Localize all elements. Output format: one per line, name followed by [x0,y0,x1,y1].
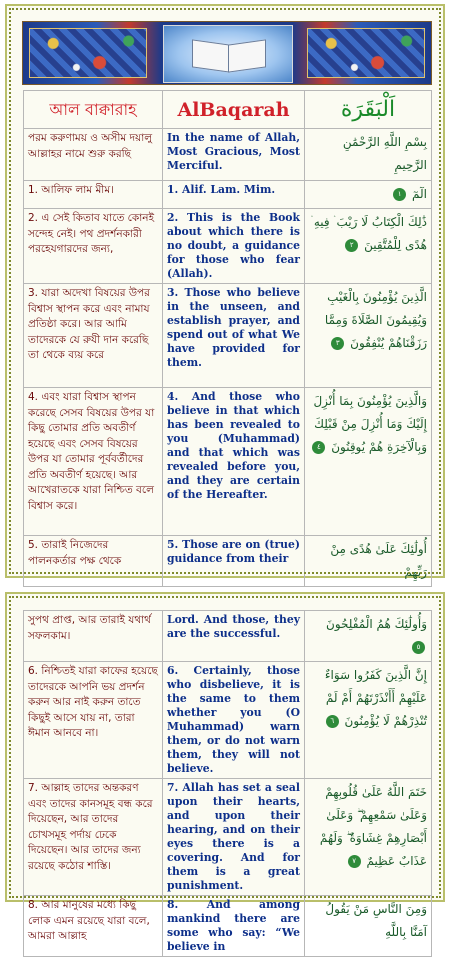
ayah-number-icon: ٥ [412,641,425,654]
arabic-text: إِنَّ الَّذِينَ كَفَرُوا سَوَاءٌ عَلَيْهِمْ أَأَنْذَرْتَهُمْ أَمْ لَمْ تُنْذِرْهُمْ لَا يُؤْمِنُونَ [324,668,427,728]
verse-row [24,896,432,957]
verse-bengali: 7. আল্লাহ তাদের অন্তকরণ এবং তাদের কানসমূহ বন্ধ করে দিয়েছেন, আর তাদের চোখসমূহ পর্দায় ঢেকে দিয়েছেন। আর তাদের জন্য রয়েছে কঠোর শাস্তি। [24,779,163,896]
arabic-text: ذَٰلِكَ الْكِتَابُ لَا رَيْبَ ۛ فِيهِ ۛ هُدًى لِلْمُتَّقِينَ [310,215,427,252]
arabic-text: الَّذِينَ يُؤْمِنُونَ بِالْغَيْبِ وَيُقِيمُونَ الصَّلَاةَ وَمِمَّا رَزَقْنَاهُمْ يُنْفِقُونَ [324,290,427,350]
verse-english: 3. Those who believe in the unseen, and establish prayer, and spend out of what We have provided for them. [163,284,305,388]
ayah-number-icon: ٤ [312,441,325,454]
verse-arabic [305,779,432,896]
verse-row [24,611,432,662]
translation-table [23,90,432,587]
verse-english: 4. And those who believe in that which has been revealed to you (Muhammad) and that which was revealed before you, and they are certain of the Hereafter. [163,388,305,536]
title-arabic: اَلْبَقَرَة [305,91,432,129]
verse-english: 1. Alif. Lam. Mim. [163,181,305,209]
ayah-number-icon: ١ [393,188,406,201]
verse-bengali: 5. তারাই নিজেদের পালনকর্তার পক্ষ থেকে [24,536,163,587]
ayah-number-icon: ٦ [326,715,339,728]
verse-row [24,536,432,587]
verse-english: 5. Those are on (true) guidance from their [163,536,305,587]
arabic-text: وَمِنَ النَّاسِ مَنْ يَقُولُ آمَنَّا بِاللَّهِ [325,902,427,939]
verse-english: 7. Allah has set a seal upon their hearts, and upon their hearing, and on their eyes there is a covering. And for them is a great punishment. [163,779,305,896]
page-1 [5,4,445,578]
open-book-icon [192,42,266,72]
verse-arabic [305,662,432,779]
verse-arabic [305,209,432,284]
verse-row [24,129,432,181]
verse-bengali: 6. নিশ্চিতই যারা কাফের হয়েছে তাদেরকে আপনি ভয় প্রদর্শন করুন আর নাই করুন তাতে কিছুই আসে যায় না, তারা ঈমান আনবে না। [24,662,163,779]
verse-bengali: পরম করুণাময় ও অসীম দয়ালু আল্লাহর নামে শুরু করছি [24,129,163,181]
verse-arabic [305,181,432,209]
verse-arabic [305,388,432,536]
verse-english: 6. Certainly, those who disbelieve, it is the same to them whether you (O Muhammad) warn them, or do not warn them, they will not believe. [163,662,305,779]
ayah-number-icon: ٣ [331,337,344,350]
verse-bengali: 8. আর মানুষের মধ্যে কিছু লোক এমন রয়েছে যারা বলে, আমরা আল্লাহ [24,896,163,957]
verse-row [24,284,432,388]
ornament-left [29,28,147,78]
verse-row [24,181,432,209]
verse-arabic [305,536,432,587]
ornament-right [307,28,425,78]
verse-arabic [305,611,432,662]
arabic-text: أُولَٰئِكَ عَلَىٰ هُدًى مِنْ رَبِّهِمْ [330,542,427,579]
verse-bengali: 1. আলিফ লাম মীম। [24,181,163,209]
verse-arabic [305,896,432,957]
verse-row [24,388,432,536]
title-english: AlBaqarah [163,91,305,129]
verse-bengali: সুপথ প্রাপ্ত, আর তারাই যথার্থ সফলকাম। [24,611,163,662]
quran-book-icon [163,25,293,83]
verse-bengali: 2. এ সেই কিতাব যাতে কোনই সন্দেহ নেই। পথ প্রদর্শনকারী পরহেযগারদের জন্য, [24,209,163,284]
verse-arabic [305,284,432,388]
arabic-text: وَالَّذِينَ يُؤْمِنُونَ بِمَا أُنْزِلَ إِلَيْكَ وَمَا أُنْزِلَ مِنْ قَبْلِكَ وَبِالْآخِرَةِ هُمْ يُوقِنُونَ [313,394,427,454]
verse-bengali: 3. যারা অদেখা বিষয়ের উপর বিশ্বাস স্থাপন করে এবং নামায প্রতিষ্ঠা করে। আর আমি তাদেরকে যে রুযী দান করেছি তা থেকে ব্যয় করে [24,284,163,388]
ayah-number-icon: ٧ [348,855,361,868]
verse-english: In the name of Allah, Most Gracious, Most Merciful. [163,129,305,181]
verse-english: 8. And among mankind there are some who say: “We believe in [163,896,305,957]
arabic-text: بِسْمِ اللَّهِ الرَّحْمَٰنِ الرَّحِيمِ [342,135,427,172]
title-bengali: আল বাক্বারাহ [24,91,163,129]
ayah-number-icon: ٢ [345,239,358,252]
arabic-text: وَأُولَٰئِكَ هُمُ الْمُفْلِحُونَ [326,617,427,631]
arabic-text: الٓمٓ [412,187,427,201]
arabic-text: خَتَمَ اللَّهُ عَلَىٰ قُلُوبِهِمْ وَعَلَىٰ سَمْعِهِمْ ۖ وَعَلَىٰ أَبْصَارِهِمْ غِشَاوَةٌ ۖ وَلَهُمْ عَذَابٌ عَظِيمٌ [319,785,427,868]
title-row [24,91,432,129]
page-2 [5,592,445,953]
verse-row [24,662,432,779]
translation-table [23,610,432,957]
surah-banner [22,21,432,85]
verse-row [24,779,432,896]
verse-english: 2. This is the Book about which there is no doubt, a guidance for those who fear (Allah). [163,209,305,284]
verse-arabic [305,129,432,181]
verse-english: Lord. And those, they are the successful. [163,611,305,662]
verse-bengali: 4. এবং যারা বিশ্বাস স্থাপন করেছে সেসব বিষয়ের উপর যা কিছু তোমার প্রতি অবতীর্ণ হয়েছে এবং সেসব বিষয়ের উপর যা তোমার পূর্ববর্তীদের প্রতি অবতীর্ণ হয়েছে। আর আখেরাতকে যারা নিশ্চিত বলে বিশ্বাস করে। [24,388,163,536]
verse-row [24,209,432,284]
